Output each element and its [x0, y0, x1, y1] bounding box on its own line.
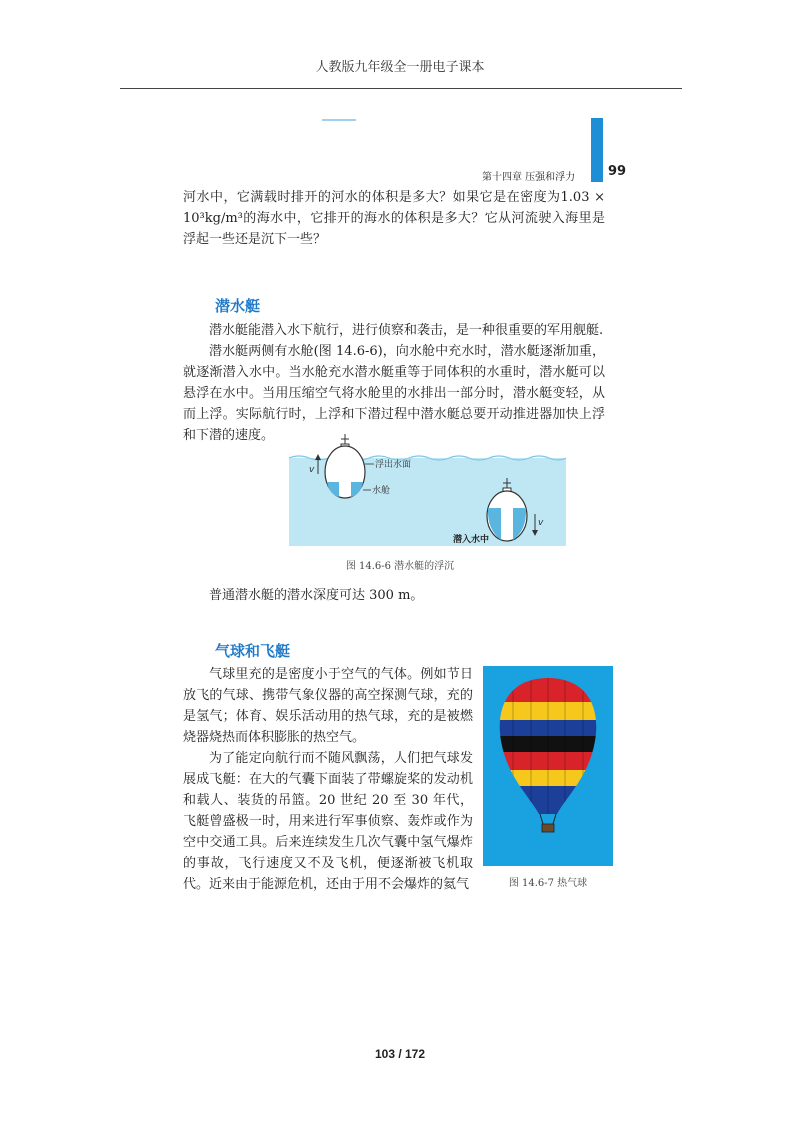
submarine-diagram [285, 430, 570, 550]
balloon-basket [542, 824, 554, 832]
label-dive: 潜入水中 [453, 535, 490, 545]
velocity-label-down: v [538, 518, 544, 528]
page-footer: 103 / 172 [374, 1047, 426, 1061]
label-tank: 水舱 [372, 486, 391, 496]
section-title-balloon: 气球和飞艇 [215, 642, 291, 660]
submarine-paragraph-2: 潜水艇两侧有水舱(图 14.6-6)，向水舱中充水时，潜水艇逐渐加重，就逐渐潜入水中。当水舱充水潜水艇重等于同体积的水重时，潜水艇可以悬浮在水中。当用压缩空气将水舱里的水排出一部分时，潜水艇变轻，从而上浮。实际航行时，上浮和下潜过程中潜水艇总要开动推进器加快上浮和下潜的速度。 [183, 344, 605, 443]
header-divider [120, 88, 682, 89]
figure-caption-submarine: 图 14.6-6 潜水艇的浮沉 [345, 561, 455, 572]
running-head-chapter: 第十四章 压强和浮力 [482, 172, 576, 183]
figure-caption-balloon: 图 14.6-7 热气球 [508, 878, 588, 889]
intro-paragraph: 河水中，它满载时排开的河水的体积是多大？如果它是在密度为1.03 × 10³kg/m³的海水中，它排开的海水的体积是多大？它从河流驶入海里是浮起一些还是沉下一些？ [183, 190, 605, 247]
document-header: 人教版九年级全一册电子课本 [315, 60, 485, 75]
decorative-line [322, 119, 356, 121]
section-title-submarine: 潜水艇 [215, 297, 261, 315]
book-page-number: 99 [608, 164, 627, 179]
hot-air-balloon-photo [483, 666, 613, 866]
velocity-label-up: v [309, 465, 315, 475]
balloon-paragraph-1: 气球里充的是密度小于空气的气体。例如节日放飞的气球、携带气象仪器的高空探测气球，充的是氢气；体育、娱乐活动用的热气球，充的是被燃烧器烧热而体积膨胀的热空气。 [183, 667, 473, 745]
up-arrowhead-icon [315, 454, 321, 460]
submarine-paragraph-1: 潜水艇能潜入水下航行，进行侦察和袭击，是一种很重要的军用舰艇. [209, 323, 604, 338]
depth-note: 普通潜水艇的潜水深度可达 300 m。 [209, 588, 424, 603]
label-float: 浮出水面 [375, 460, 412, 470]
balloon-paragraph-2: 为了能定向航行而不随风飘荡，人们把气球发展成飞艇：在大的气囊下面装了带螺旋桨的发动机和载人、装货的吊篮。20 世纪 20 至 30 年代，飞艇曾盛极一时，用来进行军事侦察、轰炸或作为空中交通工具。后来连续发生几次气囊中氢气爆炸的事故，飞行速度又不及飞机，便逐渐被飞机取代。近来由于能源危机，还由于用不会爆炸的氦气 [183, 751, 473, 892]
chapter-color-bar [591, 118, 603, 182]
floating-submarine [325, 434, 365, 498]
